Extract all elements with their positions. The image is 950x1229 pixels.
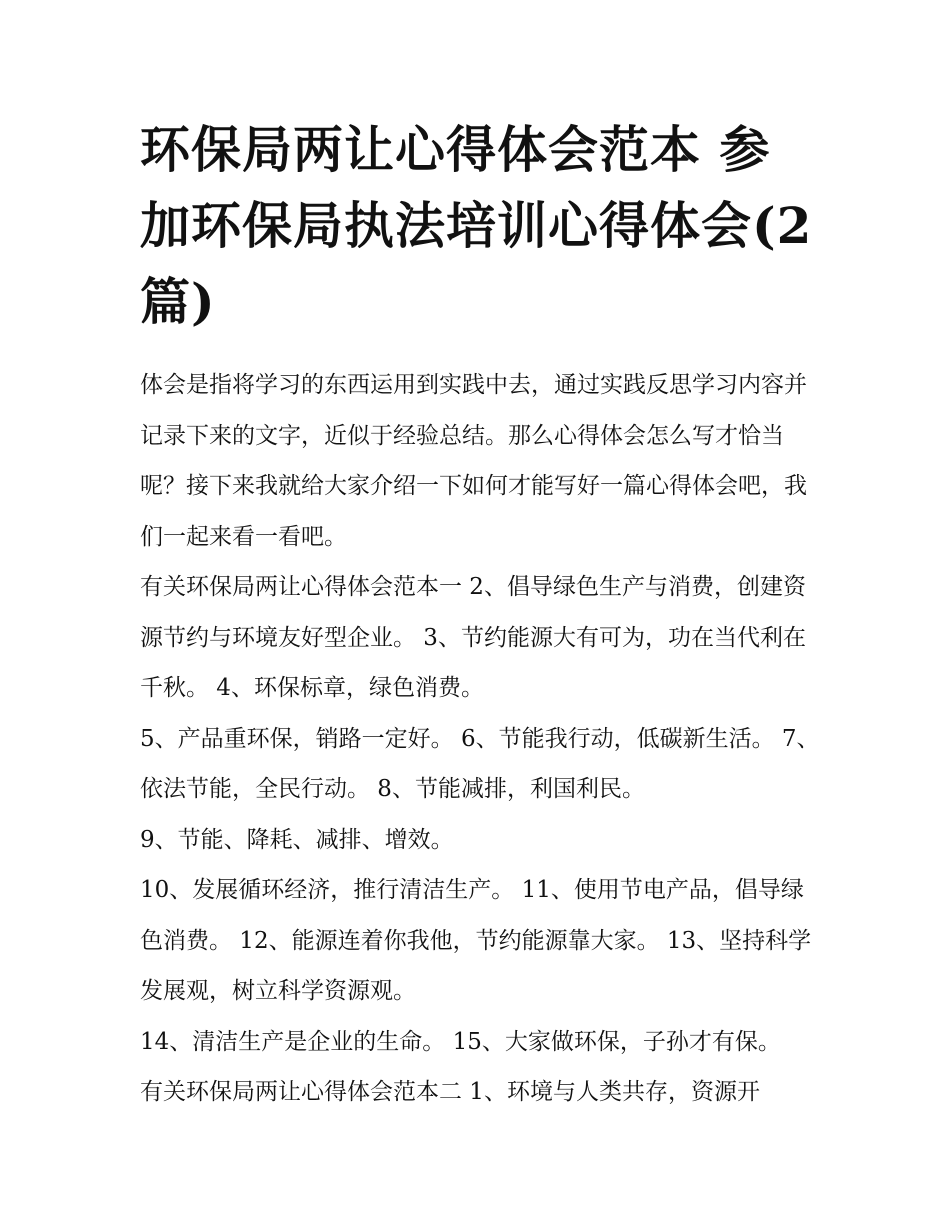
document-title: 环保局两让心得体会范本 参加环保局执法培训心得体会(2篇) [140, 120, 813, 331]
paragraph-sample-two: 有关环保局两让心得体会范本二 1、环境与人类共存，资源开 [140, 1079, 760, 1105]
paragraph-sample-one: 有关环保局两让心得体会范本一 2、倡导绿色生产与消费，创建资源节约与环境友好型企业。 3、节约能源大有可为，功在当代利在千秋。 4、环保标章，绿色消费。 [140, 574, 806, 701]
paragraph-slogans-14-15: 14、清洁生产是企业的生命。 15、大家做环保，子孙才有保。 [140, 1028, 781, 1055]
document-body [140, 360, 820, 1118]
document-page [140, 112, 820, 1118]
paragraph-slogan-9: 9、节能、降耗、减排、增效。 [140, 826, 454, 853]
paragraph-slogans-5-8: 5、产品重环保，销路一定好。 6、节能我行动，低碳新生活。 7、依法节能，全民行动。 8、节能减排，利国利民。 [140, 725, 820, 802]
paragraph-slogans-10-13: 10、发展循环经济，推行清洁生产。 11、使用节电产品，倡导绿色消费。 12、能源连着你我他，节约能源靠大家。 13、坚持科学发展观，树立科学资源观。 [140, 877, 812, 1004]
paragraph-intro: 体会是指将学习的东西运用到实践中去，通过实践反思学习内容并记录下来的文字，近似于经验总结。那么心得体会怎么写才恰当呢？接下来我就给大家介绍一下如何才能写好一篇心得体会吧，我们一起来看一看吧。 [140, 372, 807, 550]
